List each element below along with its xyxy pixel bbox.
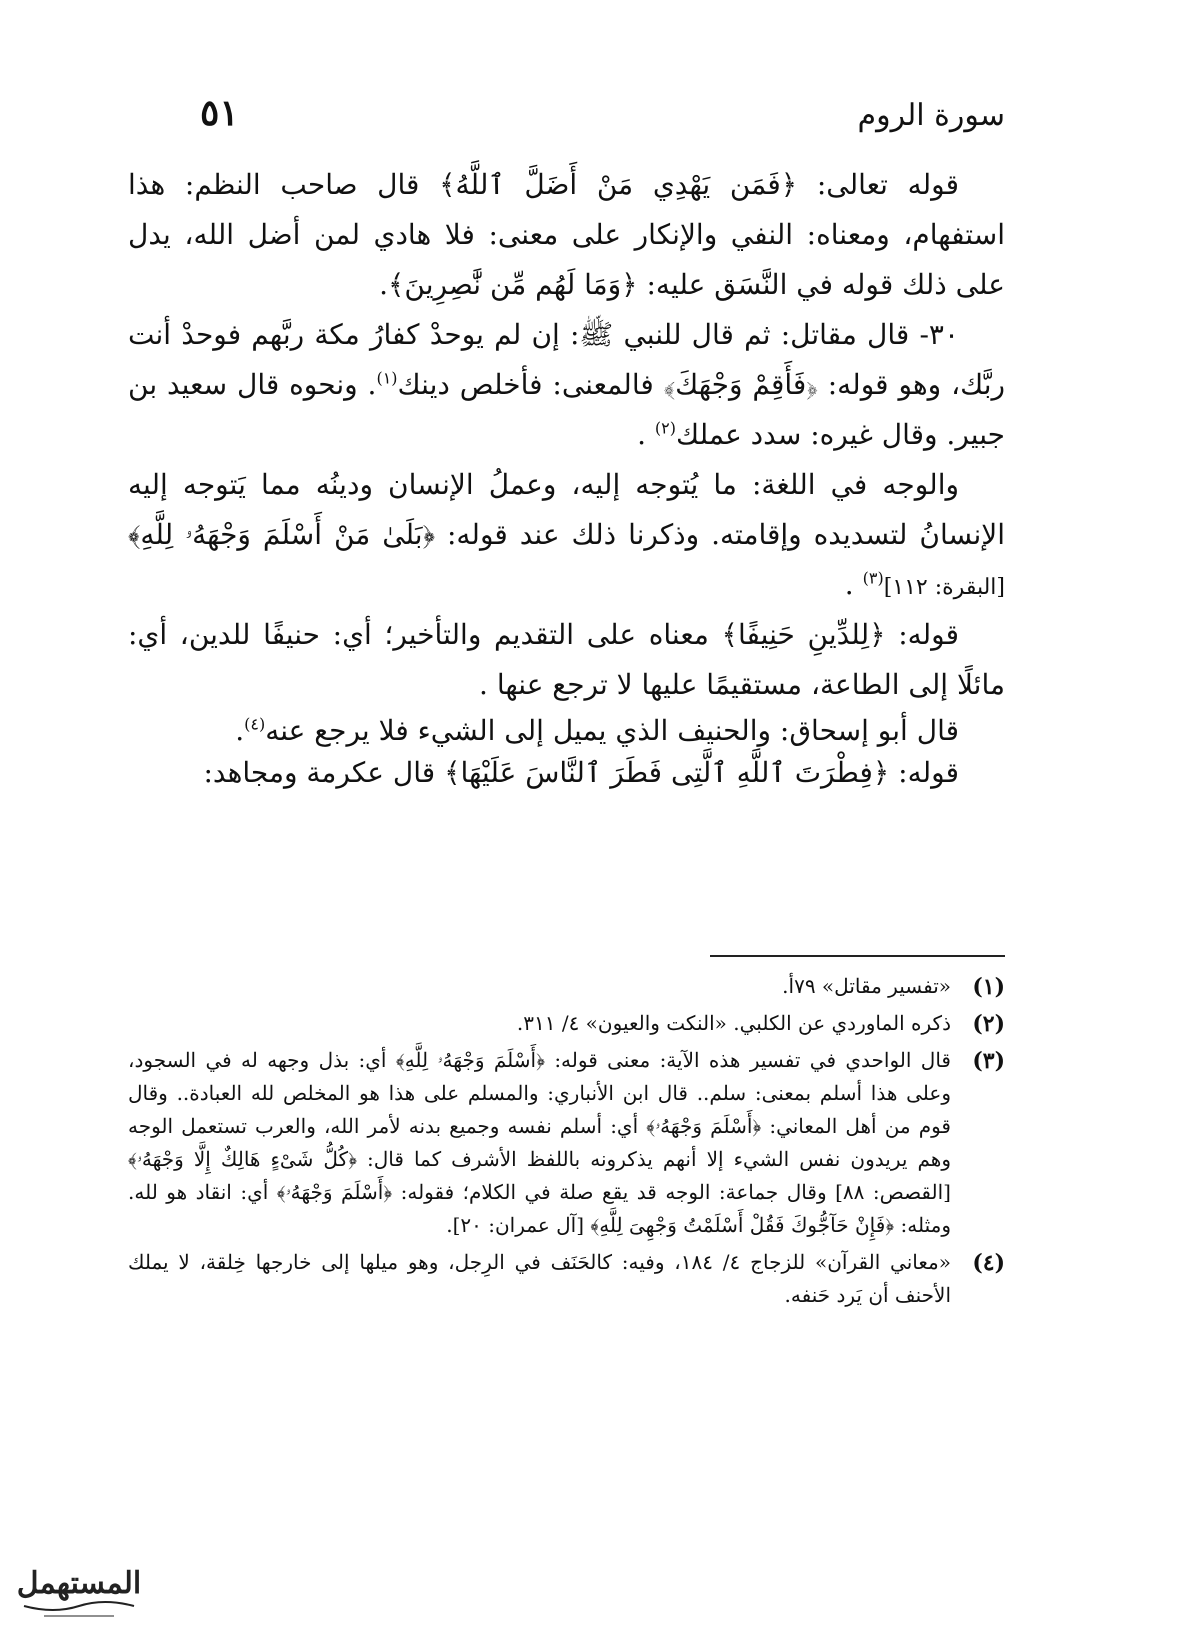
- quran-verse: ﴿فَأَقِمْ وَجْهَكَ﴾: [663, 368, 818, 401]
- paragraph-text: قال عكرمة ومجاهد:: [203, 756, 436, 789]
- paragraph-text: قال صاحب النظم: هذا استفهام، ومعناه: النفي والإنكار على معنى: فلا هادي لمن أضل الله، يدل على ذلك قوله في النَّسَق عليه:: [128, 168, 1005, 301]
- surah-name: سورة الروم: [857, 98, 1005, 133]
- punctuation: .: [235, 714, 245, 747]
- quran-verse: ﴿فِطْرَتَ ٱللَّهِ ٱلَّتِى فَطَرَ ٱلنَّاسَ عَلَيْهَا﴾: [444, 756, 890, 789]
- logo-text: المستهمل: [16, 1566, 142, 1601]
- footnotes: [128, 970, 1005, 1316]
- page-number: ٥١: [200, 92, 239, 134]
- punctuation: .: [379, 268, 388, 301]
- footnote-ref: (٤): [244, 714, 266, 734]
- paragraph-2: [128, 310, 1005, 460]
- footnote-number: (٣): [972, 1048, 1005, 1074]
- footnote-ref: (٣): [862, 568, 884, 588]
- quran-verse: ﴿وَمَا لَهُم مِّن نَّٰصِرِينَ﴾: [388, 268, 638, 301]
- footnote-number: (٤): [972, 1250, 1005, 1276]
- footnote-2: [128, 1007, 1005, 1040]
- paragraph-1: [128, 160, 1005, 310]
- footnote-3: [128, 1044, 1005, 1242]
- paragraph-text: فالمعنى: فأخلص دينك: [397, 368, 654, 401]
- paragraph-text: معناه على التقديم والتأخير؛ أي: حنيفًا للدين، أي: مائلًا إلى الطاعة، مستقيمًا عليها لا ترجع عنها .: [128, 618, 1005, 701]
- quran-verse: ﴿فَمَن يَهْدِي مَنْ أَضَلَّ ٱللَّهُ﴾: [439, 168, 798, 201]
- punctuation: .: [844, 568, 854, 601]
- paragraph-4: [128, 610, 1005, 710]
- footnote-1: [128, 970, 1005, 1003]
- paragraph-text: قال أبو إسحاق: والحنيف الذي يميل إلى الشيء فلا يرجع عنه: [265, 714, 959, 747]
- paragraph-3: [128, 460, 1005, 610]
- logo-flourish: [24, 1602, 134, 1610]
- footnote-text: قال الواحدي في تفسير هذه الآية: معنى قوله: ﴿أَسْلَمَ وَجْهَهُۥ لِلَّهِ﴾ أي: بذل وجهه له في السجود، وعلى هذا أسلم بمعنى: سلم.. قال ابن الأنباري: والمسلم على هذا هو المخلص لله العبادة.. وقال قوم من أهل المعاني: ﴿أَسْلَمَ وَجْهَهُۥ﴾ أي: أسلم نفسه وجميع بدنه لأمر الله، والعرب تستعمل الوجه وهم يريدون نفس الشيء إلا أنهم يذكرونه باللفظ الأشرف كما قال: ﴿كُلُّ شَىْءٍ هَالِكٌ إِلَّا وَجْهَهُۥ﴾ [القصص: ٨٨] وقال جماعة: الوجه قد يقع صلة في الكلام؛ فقوله: ﴿أَسْلَمَ وَجْهَهُۥ﴾ أي: انقاد هو لله. ومثله: ﴿فَإِنْ حَآجُّوكَ فَقُلْ أَسْلَمْتُ وَجْهِىَ لِلَّهِ﴾ [آل عمران: ٢٠].: [128, 1048, 951, 1237]
- paragraph-text: قوله تعالى:: [816, 168, 960, 201]
- publisher-logo: [14, 1548, 144, 1628]
- main-text: [128, 160, 1005, 794]
- paragraph-text: ٣٠- قال مقاتل: ثم قال للنبي ﷺ: إن لم يوحدْ كفارُ مكة ربَّهم فوحدْ أنت ربَّك، وهو قوله:: [128, 318, 1006, 401]
- footnote-text: «معاني القرآن» للزجاج ٤/ ١٨٤، وفيه: كالحَنَف في الرِجل، وهو ميلها إلى خارجها خِلقة، لا يملك الأحنف أن يَرد حَنفه.: [128, 1250, 951, 1307]
- paragraph-5: [128, 710, 1005, 752]
- paragraph-6: [128, 752, 1005, 794]
- punctuation: .: [637, 418, 647, 451]
- paragraph-text: . ونحوه قال سعيد بن جبير. وقال غيره: سدد عملك: [128, 368, 1005, 451]
- footnote-text: «تفسير مقاتل» ٧٩أ.: [782, 974, 951, 998]
- quran-verse: ﴿لِلدِّينِ حَنِيفًا﴾: [721, 618, 886, 651]
- paragraph-text: والوجه في اللغة: ما يُتوجه إليه، وعملُ الإنسان ودينُه مما يَتوجه إليه الإنسانُ لتسديده وإقامته. وذكرنا ذلك عند قوله:: [128, 468, 1006, 551]
- verse-reference: [البقرة: ١١٢]: [883, 575, 1005, 600]
- paragraph-text: قوله:: [898, 618, 960, 651]
- quran-verse: ﴿بَلَىٰ مَنْ أَسْلَمَ وَجْهَهُۥ لِلَّهِ﴾: [128, 518, 436, 551]
- paragraph-text: قوله:: [898, 756, 959, 789]
- footnote-4: [128, 1246, 1005, 1312]
- footnote-number: (٢): [972, 1011, 1005, 1037]
- footnote-ref: (٢): [654, 418, 677, 438]
- footnote-number: (١): [972, 974, 1005, 1000]
- running-header: [200, 92, 1005, 142]
- footnote-text: ذكره الماوردي عن الكلبي. «النكت والعيون» ٤/ ٣١١.: [516, 1011, 951, 1035]
- footnote-separator: [710, 955, 1005, 957]
- footnote-ref: (١): [376, 368, 398, 388]
